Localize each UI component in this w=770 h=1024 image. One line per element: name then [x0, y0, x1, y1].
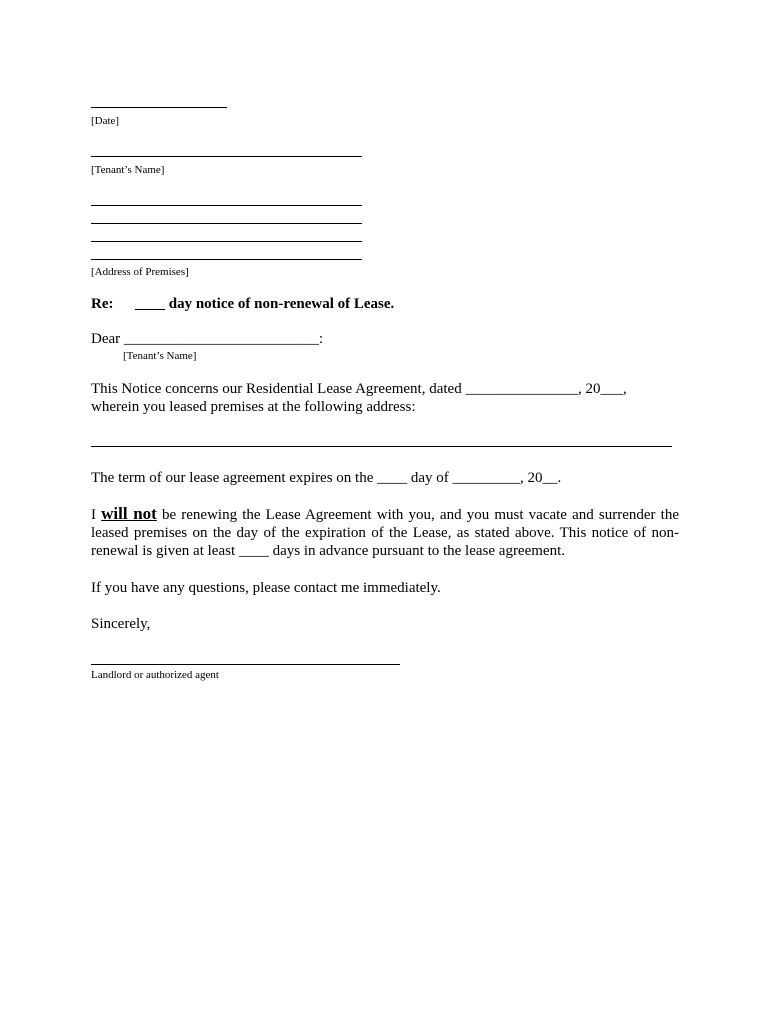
re-label: Re: — [91, 296, 114, 312]
premises-address-blank-line — [91, 446, 672, 447]
address-blank-line-1 — [91, 205, 362, 206]
date-label: [Date] — [91, 115, 120, 127]
signature-blank-line — [91, 664, 400, 665]
closing-sincerely: Sincerely, — [91, 616, 151, 632]
date-blank-line — [91, 107, 227, 108]
tenant-name-label: [Tenant’s Name] — [91, 164, 165, 176]
signature-label: Landlord or authorized agent — [91, 669, 219, 681]
re-subject: ____ day notice of non-renewal of Lease. — [135, 296, 395, 312]
salutation: Dear __________________________: — [91, 331, 324, 347]
term-sentence: The term of our lease agreement expires on the ____ day of _________, 20__. — [91, 470, 562, 486]
address-blank-line-4 — [91, 259, 362, 260]
notice-line-1: This Notice concerns our Residential Lease Agreement, dated _______________, 20___, — [91, 381, 627, 397]
address-label: [Address of Premises] — [91, 266, 189, 278]
tenant-name-blank-line — [91, 156, 362, 157]
address-blank-line-3 — [91, 241, 362, 242]
will-not-emphasis: will not — [101, 504, 157, 523]
non-renewal-rest: be renewing the Lease Agreement with you, and you must vacate and surrender the leased premises on the day of the expiration of the Lease, as stated above. This notice of non-renewal is given at least ____ days in advance pursuant to the lease agreement. — [91, 507, 679, 559]
non-renewal-prefix: I — [91, 507, 102, 523]
notice-line-2: wherein you leased premises at the following address: — [91, 399, 416, 415]
questions-sentence: If you have any questions, please contact me immediately. — [91, 580, 441, 596]
address-blank-line-2 — [91, 223, 362, 224]
non-renewal-paragraph — [91, 505, 679, 560]
salutation-tenant-name-label: [Tenant’s Name] — [123, 350, 197, 362]
